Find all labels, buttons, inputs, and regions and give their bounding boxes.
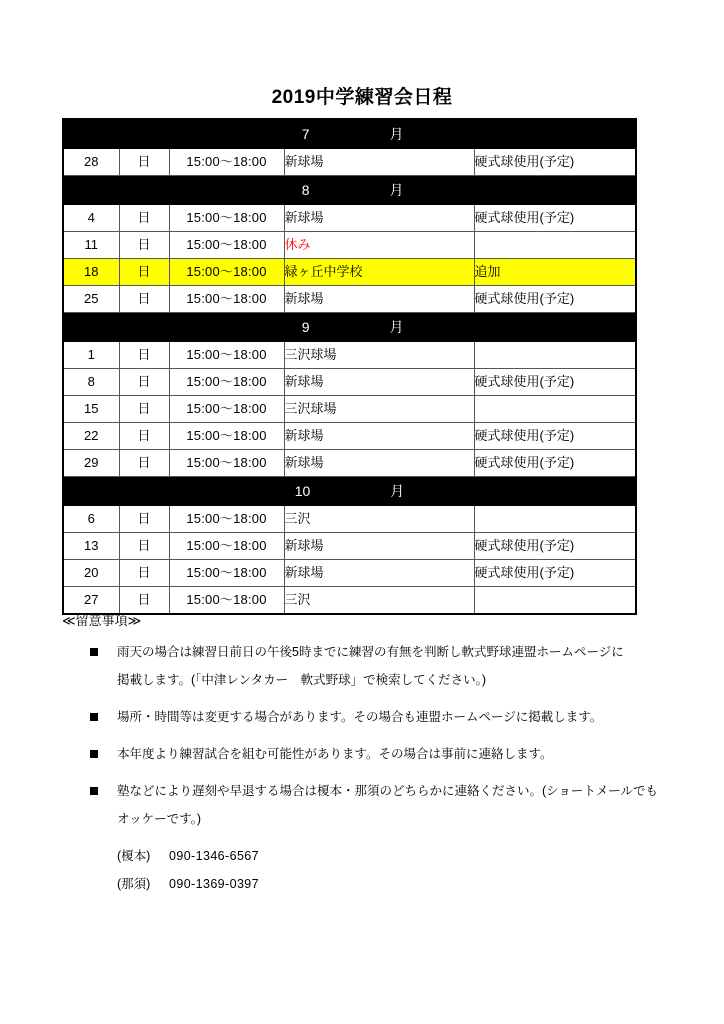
cell-date: 28 xyxy=(63,149,119,176)
schedule-table-body xyxy=(63,119,636,614)
note-item xyxy=(62,740,662,768)
cell-date: 25 xyxy=(63,286,119,313)
cell-place: 三沢 xyxy=(284,506,474,533)
cell-time: 15:00〜18:00 xyxy=(169,232,284,259)
table-row xyxy=(63,259,636,286)
table-row xyxy=(63,149,636,176)
cell-place: 新球場 xyxy=(284,423,474,450)
square-bullet-icon xyxy=(90,648,98,656)
month-header-row xyxy=(63,313,636,342)
cell-day: 日 xyxy=(119,205,169,232)
cell-time: 15:00〜18:00 xyxy=(169,205,284,232)
cell-day: 日 xyxy=(119,149,169,176)
month-header-row xyxy=(63,477,636,506)
cell-note: 追加 xyxy=(474,259,636,286)
cell-place: 新球場 xyxy=(284,533,474,560)
cell-time: 15:00〜18:00 xyxy=(169,396,284,423)
month-number: 8 xyxy=(301,182,310,198)
contact-name: (那須) xyxy=(117,877,151,891)
cell-day: 日 xyxy=(119,286,169,313)
table-row xyxy=(63,286,636,313)
notes-list xyxy=(62,638,662,833)
note-line: 本年度より練習試合を組む可能性があります。その場合は事前に連絡します。 xyxy=(117,747,553,761)
note-line: 場所・時間等は変更する場合があります。その場合も連盟ホームページに掲載します。 xyxy=(117,710,603,724)
cell-day: 日 xyxy=(119,232,169,259)
cell-time: 15:00〜18:00 xyxy=(169,286,284,313)
cell-time: 15:00〜18:00 xyxy=(169,423,284,450)
note-line: 塾などにより遅刻や早退する場合は榎本・那須のどちらかに連絡ください。(ショートメールでも xyxy=(117,784,659,798)
month-header-cell xyxy=(63,477,636,506)
page-title: 2019中学練習会日程 xyxy=(271,86,453,108)
month-header-cell xyxy=(63,313,636,342)
cell-note: 硬式球使用(予定) xyxy=(474,423,636,450)
contact-phone-number: 090-1346-6567 xyxy=(169,849,259,863)
cell-place: 緑ヶ丘中学校 xyxy=(284,259,474,286)
cell-day: 日 xyxy=(119,396,169,423)
cell-note: 硬式球使用(予定) xyxy=(474,533,636,560)
table-row xyxy=(63,533,636,560)
month-kanji: 月 xyxy=(389,126,404,142)
month-number: 9 xyxy=(301,319,310,335)
cell-date: 18 xyxy=(63,259,119,286)
contact-item xyxy=(117,870,662,898)
cell-place: 新球場 xyxy=(284,149,474,176)
cell-day: 日 xyxy=(119,506,169,533)
cell-place: 三沢 xyxy=(284,587,474,615)
cell-place: 三沢球場 xyxy=(284,342,474,369)
cell-note xyxy=(474,396,636,423)
cell-time: 15:00〜18:00 xyxy=(169,587,284,615)
cell-date: 29 xyxy=(63,450,119,477)
cell-note xyxy=(474,506,636,533)
note-line: 掲載します。(「中津レンタカー 軟式野球」で検索してください。) xyxy=(117,673,487,687)
cell-time: 15:00〜18:00 xyxy=(169,533,284,560)
table-row xyxy=(63,342,636,369)
schedule-table xyxy=(62,118,637,615)
cell-date: 13 xyxy=(63,533,119,560)
square-bullet-icon xyxy=(90,713,98,721)
cell-date: 22 xyxy=(63,423,119,450)
contact-item xyxy=(117,842,662,870)
cell-day: 日 xyxy=(119,533,169,560)
contact-name: (榎本) xyxy=(117,849,151,863)
month-kanji: 月 xyxy=(390,483,405,499)
cell-note: 硬式球使用(予定) xyxy=(474,149,636,176)
cell-date: 8 xyxy=(63,369,119,396)
month-number: 7 xyxy=(301,126,310,142)
cell-place xyxy=(284,232,474,259)
table-row xyxy=(63,369,636,396)
cell-time: 15:00〜18:00 xyxy=(169,450,284,477)
cell-day: 日 xyxy=(119,423,169,450)
table-row xyxy=(63,423,636,450)
note-item xyxy=(62,777,662,833)
cell-note: 硬式球使用(予定) xyxy=(474,369,636,396)
month-kanji: 月 xyxy=(389,319,404,335)
table-row xyxy=(63,396,636,423)
cell-place: 新球場 xyxy=(284,450,474,477)
cell-day: 日 xyxy=(119,369,169,396)
cell-note: 硬式球使用(予定) xyxy=(474,450,636,477)
cell-note xyxy=(474,342,636,369)
cell-time: 15:00〜18:00 xyxy=(169,149,284,176)
cell-date: 20 xyxy=(63,560,119,587)
month-header-cell xyxy=(63,119,636,149)
cell-place: 新球場 xyxy=(284,560,474,587)
month-number: 10 xyxy=(294,483,311,499)
cell-day: 日 xyxy=(119,342,169,369)
notes-heading: ≪留意事項≫ xyxy=(62,613,142,628)
cell-day: 日 xyxy=(119,560,169,587)
contact-phone-number: 090-1369-0397 xyxy=(169,877,259,891)
cell-date: 15 xyxy=(63,396,119,423)
table-row xyxy=(63,205,636,232)
square-bullet-icon xyxy=(90,750,98,758)
cell-note: 硬式球使用(予定) xyxy=(474,560,636,587)
table-row xyxy=(63,450,636,477)
cell-note: 硬式球使用(予定) xyxy=(474,286,636,313)
cell-day: 日 xyxy=(119,587,169,615)
contact-list xyxy=(62,842,662,898)
cell-date: 27 xyxy=(63,587,119,615)
cell-day: 日 xyxy=(119,259,169,286)
schedule-table-container xyxy=(62,118,635,615)
table-row xyxy=(63,506,636,533)
cell-place: 新球場 xyxy=(284,369,474,396)
month-kanji: 月 xyxy=(389,182,404,198)
cell-note: 硬式球使用(予定) xyxy=(474,205,636,232)
cell-date: 1 xyxy=(63,342,119,369)
cell-time: 15:00〜18:00 xyxy=(169,259,284,286)
rest-label: 休み xyxy=(284,237,311,252)
cell-time: 15:00〜18:00 xyxy=(169,342,284,369)
note-item xyxy=(62,638,662,694)
table-row xyxy=(63,560,636,587)
cell-day: 日 xyxy=(119,450,169,477)
table-row xyxy=(63,232,636,259)
notes-section xyxy=(62,610,662,898)
note-item xyxy=(62,703,662,731)
note-line: オッケーです。) xyxy=(117,812,202,826)
cell-place: 新球場 xyxy=(284,205,474,232)
cell-note xyxy=(474,232,636,259)
cell-date: 4 xyxy=(63,205,119,232)
month-header-row xyxy=(63,176,636,205)
month-header-cell xyxy=(63,176,636,205)
cell-date: 6 xyxy=(63,506,119,533)
cell-place: 三沢球場 xyxy=(284,396,474,423)
cell-place: 新球場 xyxy=(284,286,474,313)
cell-date: 11 xyxy=(63,232,119,259)
cell-time: 15:00〜18:00 xyxy=(169,560,284,587)
cell-time: 15:00〜18:00 xyxy=(169,369,284,396)
cell-time: 15:00〜18:00 xyxy=(169,506,284,533)
month-header-row xyxy=(63,119,636,149)
square-bullet-icon xyxy=(90,787,98,795)
note-line: 雨天の場合は練習日前日の午後5時までに練習の有無を判断し軟式野球連盟ホームページに xyxy=(117,645,624,659)
